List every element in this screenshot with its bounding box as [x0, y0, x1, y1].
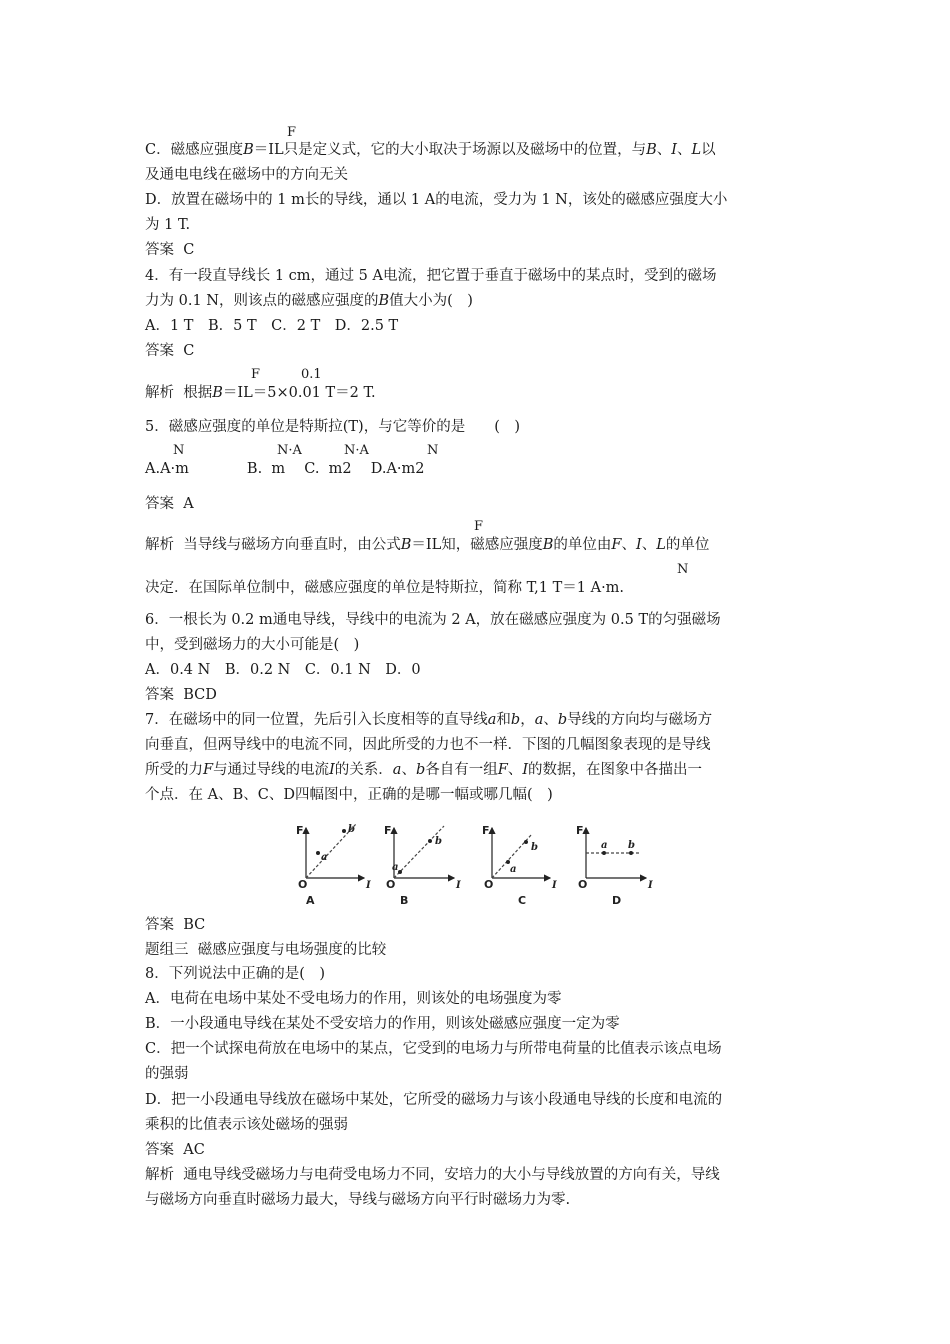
text: ＝IL知，磁感应强度 [411, 537, 543, 553]
point-a-label: a [601, 840, 608, 851]
q7-stem-line3 [145, 760, 702, 780]
q4-analysis [145, 383, 376, 403]
text: 所受的力 [145, 762, 203, 778]
symbol: F [203, 762, 214, 778]
text: 、 [621, 537, 636, 553]
text: 7．在磁场中的同一位置，先后引入长度相等的直导线 [145, 712, 488, 728]
axis-f-label: F [296, 824, 304, 837]
text: 各自有一组 [425, 762, 498, 778]
point-b-label: b [348, 824, 355, 835]
symbol: a [534, 712, 544, 728]
origin-label: O [484, 878, 494, 891]
q5-answer: 答案 A [145, 496, 194, 512]
symbol: b [510, 712, 521, 728]
q7-graphs-svg [288, 820, 668, 908]
text: 、 [401, 762, 416, 778]
q7-stem-line1 [145, 710, 712, 730]
symbol: L [691, 142, 702, 158]
text: ＝IL＝5×0.01 T＝2 T. [222, 385, 376, 401]
text: 力为 0.1 N，则该点的磁感应强度的 [145, 293, 379, 309]
symbol: F [497, 762, 508, 778]
point-b [428, 839, 432, 843]
text: ， [520, 712, 535, 728]
q3-option-d-line1: D．放置在磁场中的 1 m长的导线，通以 1 A的电流，受力为 1 N，该处的磁感应强度大小 [145, 192, 728, 208]
axis-f-label: F [384, 824, 392, 837]
symbol: B [378, 293, 390, 309]
q5-analysis-line1 [145, 535, 709, 555]
q7-figures [288, 820, 668, 908]
symbol: I [635, 537, 642, 553]
q6-stem-line2: 中，受到磁场力的大小可能是( ) [145, 637, 360, 653]
text: ＝IL只是定义式，它的大小取决于场源以及磁场中的位置，与 [253, 142, 647, 158]
point-b-label: b [628, 840, 635, 851]
fraction-numerator: N·A [344, 443, 369, 458]
origin-label: O [386, 878, 396, 891]
axis-i-label: I [456, 880, 461, 891]
fraction-numerator: F [474, 519, 484, 534]
point-a [602, 851, 606, 855]
q6-answer: 答案 BCD [145, 687, 217, 703]
graph-b [384, 824, 461, 907]
q4-stem-line1: 4．有一段直导线长 1 cm，通过 5 A电流，把它置于垂直于磁场中的某点时，受到的磁场 [145, 268, 717, 284]
graph-d [576, 824, 653, 907]
symbol: B [646, 142, 657, 158]
symbol: B [400, 537, 412, 553]
point-b-label: b [435, 836, 442, 847]
axis-f-label: F [482, 824, 490, 837]
symbol: I [522, 762, 529, 778]
fraction-numerator: N [173, 443, 185, 458]
origin-label: O [578, 878, 588, 891]
q5-analysis-line2: 决定．在国际单位制中，磁感应强度的单位是特斯拉，简称 T,1 T＝1 A·m. [145, 580, 625, 596]
point-b [342, 829, 346, 833]
point-a-label: a [510, 864, 517, 875]
point-b [524, 840, 528, 844]
text: 解析 根据 [145, 385, 213, 401]
q8-stem: 8．下列说法中正确的是( ) [145, 966, 326, 982]
text: 的单位由 [553, 537, 612, 553]
text: 以 [701, 142, 716, 158]
graph-label-c: C [518, 894, 527, 907]
q6-options: A．0.4 N B．0.2 N C．0.1 N D．0 [145, 662, 421, 678]
symbol: I [671, 142, 678, 158]
origin-label: O [298, 878, 308, 891]
q3-answer: 答案 C [145, 242, 195, 258]
axis-i-label: I [552, 880, 557, 891]
graph-label-a: A [306, 894, 315, 907]
fraction-numerator: N [427, 443, 439, 458]
symbol: b [415, 762, 426, 778]
q8-option-c-line1: C．把一个试探电荷放在电场中的某点，它受到的电场力与所带电荷量的比值表示该点电场 [145, 1041, 722, 1057]
q5-options: A.A·m B. m C. m2 D.A·m2 [145, 461, 425, 477]
fraction-numerator: 0.1 [301, 367, 322, 382]
symbol: B [212, 385, 223, 401]
fraction-numerator: N·A [277, 443, 302, 458]
symbol: B [542, 537, 554, 553]
q4-answer: 答案 C [145, 343, 195, 359]
q6-stem-line1: 6．一根长为 0.2 m通电导线，导线中的电流为 2 A，放在磁感应强度为 0.5 T的匀强磁场 [145, 612, 721, 628]
symbol: b [557, 712, 568, 728]
graph-label-d: D [612, 894, 622, 907]
graph-a [296, 824, 371, 907]
point-b-label: b [531, 842, 538, 853]
text: 导线的方向均与磁场方 [567, 712, 713, 728]
symbol: F [611, 537, 622, 553]
fraction-numerator: N [677, 562, 689, 577]
q3-option-d-line2: 为 1 T. [145, 217, 191, 233]
fraction-numerator: F [251, 367, 261, 382]
axis-i-label: I [366, 880, 371, 891]
q8-analysis-line2: 与磁场方向垂直时磁场力最大，导线与磁场方向平行时磁场力为零. [145, 1192, 571, 1208]
point-b [629, 851, 633, 855]
graph-c [482, 824, 557, 907]
q8-analysis-line1: 解析 通电导线受磁场力与电荷受电场力不同，安培力的大小与导线放置的方向有关，导线 [145, 1167, 720, 1183]
symbol: L [656, 537, 666, 553]
point-a-label: a [392, 862, 399, 873]
text: 和 [496, 712, 511, 728]
q3-option-c-line2: 及通电电线在磁场中的方向无关 [145, 167, 348, 183]
q8-answer: 答案 AC [145, 1142, 205, 1158]
point-a [316, 851, 320, 855]
text: 、 [543, 712, 558, 728]
q7-answer: 答案 BC [145, 917, 206, 933]
symbol: a [487, 712, 497, 728]
q4-stem-line2 [145, 291, 473, 311]
graph-label-b: B [400, 894, 409, 907]
text: 、 [641, 537, 657, 553]
q7-stem-line4: 个点．在 A、B、C、D四幅图中，正确的是哪一幅或哪几幅( ) [145, 787, 553, 803]
text: 、 [507, 762, 523, 778]
q8-option-d-line2: 乘积的比值表示该处磁场的强弱 [145, 1117, 348, 1133]
q4-options: A．1 T B．5 T C．2 T D．2.5 T [145, 318, 399, 334]
q7-stem-line2: 向垂直，但两导线中的电流不同，因此所受的力也不一样．下图的几幅图象表现的是导线 [145, 737, 711, 753]
q5-stem: 5．磁感应强度的单位是特斯拉(T)，与它等价的是 ( ) [145, 419, 521, 435]
text: 的单位 [665, 537, 710, 553]
text: 、 [677, 142, 692, 158]
text: C．磁感应强度 [145, 142, 244, 158]
axis-i-label: I [648, 880, 653, 891]
group3-title: 题组三 磁感应强度与电场强度的比较 [145, 942, 387, 958]
text: 值大小为( ) [389, 293, 473, 309]
q8-option-a: A．电荷在电场中某处不受电场力的作用，则该处的电场强度为零 [145, 991, 562, 1007]
symbol: B [243, 142, 254, 158]
point-a [398, 870, 402, 874]
fraction-numerator: F [287, 125, 297, 140]
q8-option-c-line2: 的强弱 [145, 1066, 189, 1082]
text: 解析 当导线与磁场方向垂直时，由公式 [145, 537, 401, 553]
text: 、 [656, 142, 672, 158]
text: 与通过导线的电流 [213, 762, 330, 778]
q8-option-b: B．一小段通电导线在某处不受安培力的作用，则该处磁感应强度一定为零 [145, 1016, 620, 1032]
point-a-label: a [321, 852, 328, 863]
symbol: a [392, 762, 402, 778]
text: 的关系． [334, 762, 393, 778]
symbol: I [329, 762, 335, 778]
q3-option-c-line1 [145, 140, 716, 160]
axis-f-label: F [576, 824, 584, 837]
text: 的数据，在图象中各描出一 [528, 762, 703, 778]
q8-option-d-line1: D．把一小段通电导线放在磁场中某处，它所受的磁场力与该小段通电导线的长度和电流的 [145, 1092, 723, 1108]
